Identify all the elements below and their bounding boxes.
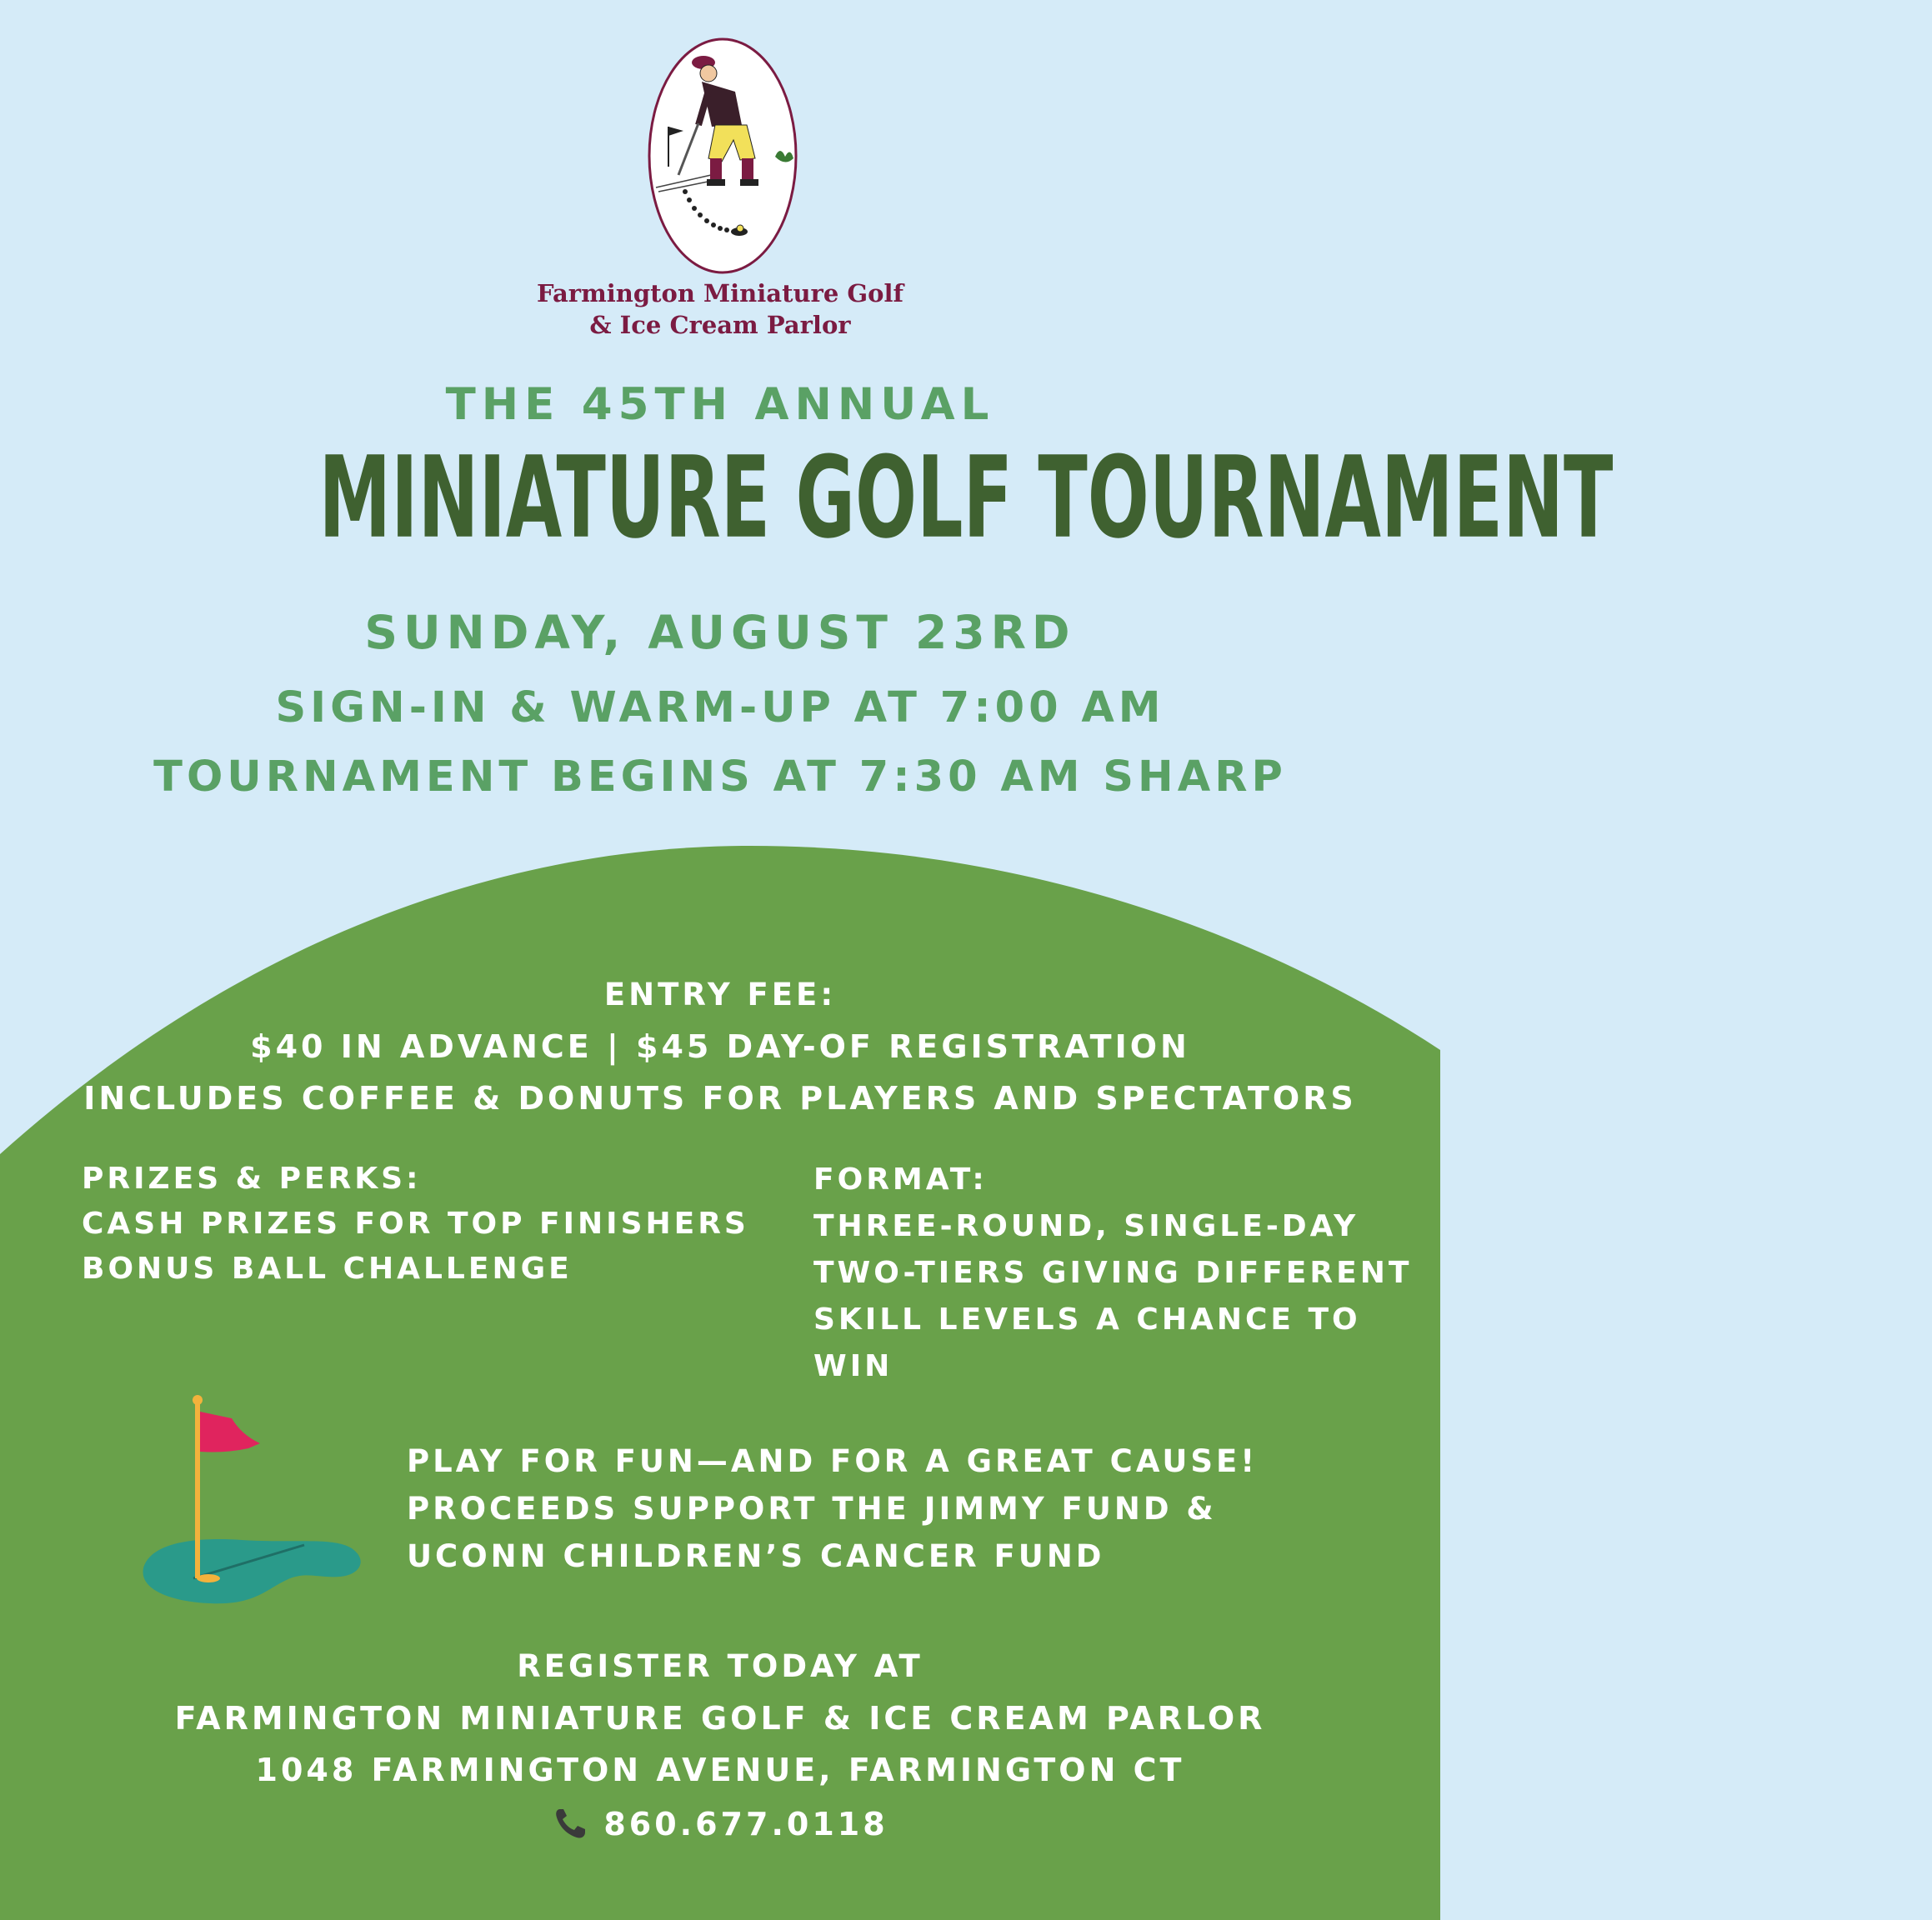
- register-venue-name: FARMINGTON MINIATURE GOLF & ICE CREAM PARLOR: [174, 1700, 1266, 1737]
- prizes-label: PRIZES & PERKS:: [82, 1162, 422, 1196]
- format-line: WIN: [813, 1349, 893, 1383]
- prizes-section: [82, 1157, 749, 1292]
- tournament-title: [0, 427, 1614, 568]
- format-section: [813, 1157, 1412, 1390]
- entry-fee-price: $40 IN ADVANCE | $45 DAY-OF REGISTRATION: [250, 1028, 1190, 1065]
- tournament-title-text: MINIATURE GOLF TOURNAMENT: [318, 431, 1614, 564]
- signin-time: SIGN-IN & WARM-UP AT 7:00 AM: [275, 683, 1165, 732]
- format-label: FORMAT:: [813, 1162, 988, 1197]
- entry-fee-includes: INCLUDES COFFEE & DONUTS FOR PLAYERS AND SPECTATORS: [83, 1080, 1357, 1117]
- start-time: TOURNAMENT BEGINS AT 7:30 AM SHARP: [153, 752, 1287, 802]
- cause-line: PROCEEDS SUPPORT THE JIMMY FUND &: [407, 1491, 1217, 1527]
- cause-section: [407, 1438, 1258, 1580]
- format-line: SKILL LEVELS A CHANCE TO: [813, 1302, 1361, 1337]
- cause-line: PLAY FOR FUN—AND FOR A GREAT CAUSE!: [407, 1443, 1259, 1479]
- prize-item: CASH PRIZES FOR TOP FINISHERS: [82, 1207, 749, 1241]
- phone-number[interactable]: 860.677.0118: [603, 1806, 888, 1842]
- annual-subtitle: THE 45TH ANNUAL: [445, 379, 995, 430]
- golf-flag-icon: [133, 1393, 375, 1618]
- cause-line: UCONN CHILDREN’S CANCER FUND: [407, 1538, 1105, 1574]
- register-label: REGISTER TODAY AT: [517, 1648, 923, 1684]
- register-phone[interactable]: [0, 1804, 1440, 1848]
- logo-line-2: & Ice Cream Parlor: [589, 311, 851, 339]
- prize-item: BONUS BALL CHALLENGE: [82, 1252, 573, 1286]
- entry-fee-label: ENTRY FEE:: [603, 977, 837, 1012]
- logo-wordmark: [433, 278, 1007, 341]
- logo-line-1: Farmington Miniature Golf: [537, 279, 903, 308]
- phone-icon: [552, 1804, 588, 1848]
- register-address: 1048 FARMINGTON AVENUE, FARMINGTON CT: [255, 1752, 1185, 1788]
- golfer-logo: [643, 33, 802, 279]
- format-line: TWO-TIERS GIVING DIFFERENT: [813, 1256, 1413, 1290]
- format-line: THREE-ROUND, SINGLE-DAY: [813, 1209, 1359, 1243]
- event-date: SUNDAY, AUGUST 23RD: [364, 606, 1076, 659]
